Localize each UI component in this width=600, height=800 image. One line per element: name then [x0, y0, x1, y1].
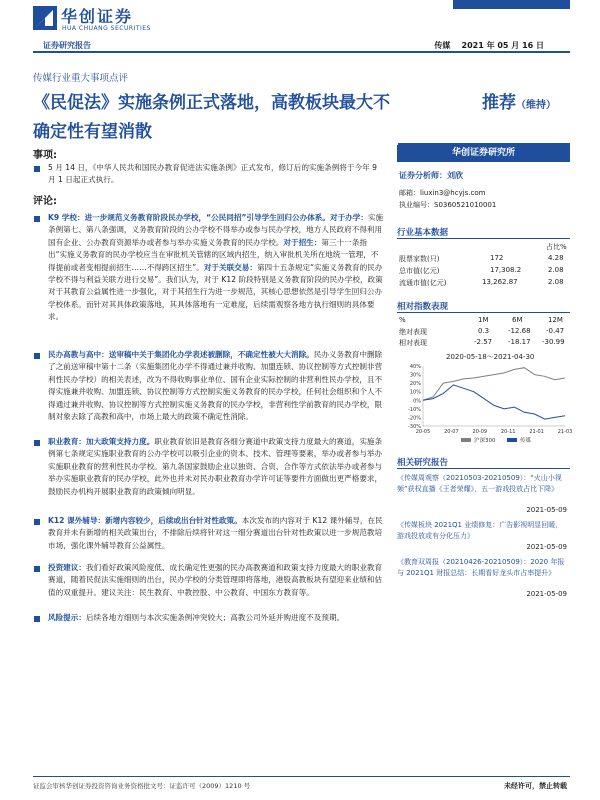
- perf-col: %: [399, 316, 406, 324]
- legend-label: 传媒: [520, 438, 532, 444]
- corner-band: [453, 0, 570, 9]
- perf-cell: -30.99: [542, 338, 565, 346]
- perf-chart: [397, 362, 573, 448]
- report-date: 2021 年 05 月 16 日: [461, 41, 544, 50]
- related-report[interactable]: 《传媒板块 2021Q1 业绩修复：广告影视明显回暖，游戏投放或有分化压力》: [397, 521, 563, 540]
- footer-copyright: 未经许可，禁止转载: [504, 782, 567, 790]
- bullet: [34, 519, 40, 525]
- bullet: [34, 353, 40, 359]
- legend-label: 沪深300: [474, 438, 496, 444]
- y-tick-label: -10%: [408, 406, 421, 413]
- x-tick-label: 21-01: [529, 429, 544, 435]
- divider: [397, 468, 570, 469]
- perf-cell: 0.3: [478, 327, 490, 335]
- chart-title: 2020-05-18～2021-04-30: [446, 353, 535, 361]
- vocational-heading: 职业教育：加大政策支持力度。: [48, 437, 155, 446]
- y-tick-label: 40%: [409, 364, 421, 370]
- related-report[interactable]: 《传媒周观察（20210503-20210509）：“火山小视频”获权直播《王者荣耀》，五一游戏投放占比下降》: [397, 474, 562, 493]
- basic-data-heading: 行业基本数据: [397, 228, 449, 238]
- k9-text2: 第三十一条指出“实施义务教育的民办学校应当在审批机关管辖的区域内招生，纳入审批机关所在地统一管理，不得提前或者变相提前招生……不得跨区招生”。: [48, 237, 379, 272]
- basic-row-value: 13,262.87: [482, 278, 518, 286]
- higher-ed-text: 民办义务教育中删除了之前送审稿中第十二条（实施集团化办学不得通过兼并收购、加盟连锁、协议控制等方式控制非营利性民办学校）的相关表述，改为不得收购事业单位、国有企业实际控制的非营利性民办学校，且不得实施兼并收购、加盟连锁、协议控制等方式控制实施义务教育的民办学校，任何社会组织和个人不得通过兼并收购、协议控制等方式控制实施义务教育的民办学校，非营利性学前教育的民办学校，限制对象去除了高教和高中，市场上最大的政策不确定性消除。: [48, 350, 383, 422]
- legend-swatch: [507, 438, 517, 442]
- k9-text3: 第四十五条规定“实施义务教育的民办学校不得与利益关联方进行交易”。我们认为，对于 K12 阶段特别是义务教育阶段的民办学校，政策对于其教育公益属性进一步强化，对于其招生行为进一步规范，其核心思想依然是引导学生回归公办学校体系。而针对其具体政策落地，其具体落地有一定难度，后续需观察各地方执行细则的具体要求。: [48, 262, 383, 322]
- analyst-email[interactable]: 邮箱：liuxin3@hcyjs.com: [399, 189, 486, 197]
- basic-row-value: 172: [490, 254, 504, 262]
- basic-row-pct: 2.08: [548, 278, 564, 286]
- rating-note: （维持）: [516, 100, 556, 111]
- x-tick-label: 20-05: [415, 429, 431, 435]
- related-report[interactable]: 《教育双周报（20210426-20210509）：2020 年报与 2021Q1 财报总结：长期看好龙头市占率提升》: [397, 558, 565, 577]
- k9-sub2: 对于招生：: [283, 237, 322, 247]
- y-tick-label: 10%: [409, 389, 421, 396]
- x-tick-label: 20-07: [444, 429, 459, 435]
- industry: 传媒: [434, 41, 451, 50]
- analyst-cert: 执业编号：S0360521010001: [399, 201, 497, 209]
- header-meta: [434, 40, 544, 51]
- bullet: [34, 216, 40, 222]
- x-tick-label: 20-11: [500, 429, 516, 435]
- vocational-text: 职业教育依旧是教育各细分赛道中政策支持力度最大的赛道，实施条例第七条规定实施职业教育的公办学校可以吸引企业的资本、技术、管理等要素，举办或者参与举办实施职业教育的营利性民办学校。第九条国家鼓励企业以独资、合资、合作等方式依法举办或者参与举办实施职业教育的民办学校，此外也并未对民办职业教育办学许可证等要件方面做出更严格要求，鼓励民办机构开展职业教育的政策倾向明显。: [48, 437, 383, 496]
- x-tick-label: 21-03: [557, 429, 573, 435]
- risk-text: 后续各地方细则与本次实施条例冲突较大；高教公司外延并购进度不及预期。: [85, 613, 345, 622]
- bullet: [34, 440, 40, 446]
- y-tick-label: -30%: [408, 424, 421, 430]
- y-tick-label: -20%: [408, 415, 421, 422]
- divider: [397, 238, 570, 239]
- logo: [33, 4, 185, 34]
- comment-higher-ed: [48, 349, 386, 423]
- basic-row-label: 总市值(亿元): [399, 267, 440, 275]
- logo-cn: 华创证券: [61, 7, 134, 26]
- k9-heading: K9 学校：进一步规范义务教育阶段民办学校，“公民同招”引导学生回归公办体系。: [48, 213, 330, 222]
- basic-row-value: 17,308.2: [490, 266, 522, 274]
- related-heading: 相关研究报告: [397, 458, 449, 468]
- invest-heading: 投资建议：: [48, 563, 86, 572]
- report-title: 《民促法》实施条例正式落地，高教板块最大不确定性有望消散: [33, 93, 390, 142]
- risk-heading: 风险提示：: [48, 613, 86, 622]
- y-tick-label: 30%: [409, 372, 421, 379]
- perf-col: 1M: [478, 316, 489, 324]
- pct-label: 占比%: [546, 243, 567, 251]
- perf-cell: -12.68: [508, 327, 531, 335]
- perf-cell: -2.57: [474, 338, 493, 346]
- y-tick-label: 0%: [413, 398, 421, 405]
- higher-ed-heading: 民办高教与高中：送审稿中关于集团化办学表述被删除，不确定性被大大消除。: [48, 350, 314, 359]
- basic-row-pct: 2.08: [548, 266, 564, 274]
- bullet: [34, 166, 40, 172]
- bullet: [34, 616, 40, 622]
- event-text: 5 月 14 日，《中华人民共和国民办教育促进法实施条例》正式发布，修订后的实施条例将于今年 9 月 1 日起正式执行。: [48, 163, 377, 185]
- header-divider: [33, 51, 570, 53]
- perf-cell: -0.47: [546, 327, 565, 335]
- analyst-name: 证券分析师：刘欣: [399, 171, 463, 180]
- divider: [397, 312, 570, 313]
- related-date: 2021-05-09: [526, 506, 567, 514]
- basic-row-label: 流通市值(亿元): [399, 279, 447, 287]
- basic-row-pct: 4.28: [548, 254, 564, 262]
- rating-value: 推荐: [482, 93, 516, 113]
- footer-license: 证监会审核华创证券投资咨询业务资格批文号：证监许可（2009）1210 号: [33, 782, 251, 790]
- k9-sub3: 对于关联交易：: [203, 262, 257, 272]
- perf-row-label: 绝对表现: [399, 328, 427, 336]
- report-type: 证券研究报告: [43, 41, 91, 50]
- y-tick-label: 20%: [409, 381, 421, 388]
- perf-heading: 相对指数表现: [397, 302, 449, 312]
- k12-heading: K12 课外辅导：新增内容较少，后续或出台针对性政策。: [48, 516, 242, 525]
- perf-row-label: 相对表现: [399, 339, 427, 347]
- bullet: [34, 566, 40, 572]
- logo-en: HUA CHUANG SECURITIES: [62, 25, 151, 32]
- comment-invest: [48, 562, 386, 599]
- legend-swatch: [461, 438, 471, 442]
- footer-divider: [33, 776, 570, 777]
- basic-row-label: 股票家数(只): [399, 255, 440, 263]
- event-heading: 事项:: [33, 150, 57, 161]
- institute-bar: 华创证券研究所: [397, 145, 570, 162]
- comment-vocational: [48, 436, 386, 498]
- invest-text: 我们看好政策风险度低、成长确定性更强的民办高教赛道和政策支持力度最大的职业教育赛道，随着民促法实施细则的出台，民办学校的分类管理即将落地，港股高教板块有望迎来业绩和估值的双重提升。建议关注：民生教育、中教控股、中公教育、中国东方教育等。: [48, 563, 383, 597]
- logo-mark-icon: [33, 6, 57, 30]
- rating: [482, 88, 556, 113]
- k9-sub1: 对于办学：: [329, 213, 368, 222]
- comment-heading: 评论:: [33, 196, 57, 207]
- report-subtitle: 传媒行业重大事项点评: [33, 73, 129, 84]
- comment-risk: [48, 612, 386, 624]
- perf-col: 6M: [512, 316, 523, 324]
- k9-text1: 实施条例第七、第八条强调，义务教育阶段的公办学校不得举办或参与民办学校，地方人民政府不得利用国有企业、公办教育资源举办或者参与举办实施义务教育的民办学校。: [48, 213, 384, 247]
- comment-k12: [48, 515, 386, 552]
- related-date: 2021-05-09: [526, 590, 567, 598]
- series-line-1: [423, 385, 565, 419]
- comment-k9: [48, 212, 386, 324]
- related-date: 2021-05-09: [526, 543, 567, 551]
- series-line-0: [423, 368, 565, 401]
- perf-col: 12M: [548, 316, 563, 324]
- perf-cell: -18.17: [508, 338, 531, 346]
- k12-text: 本次发布的内容对于 K12 课外辅导，在民教育并未有新增的相关政策出台，不排除后续将针对这一细分赛道出台针对性政策以进一步规范教培市场，强化课外辅导教育公益属性。: [48, 516, 383, 550]
- x-tick-label: 20-09: [472, 429, 488, 435]
